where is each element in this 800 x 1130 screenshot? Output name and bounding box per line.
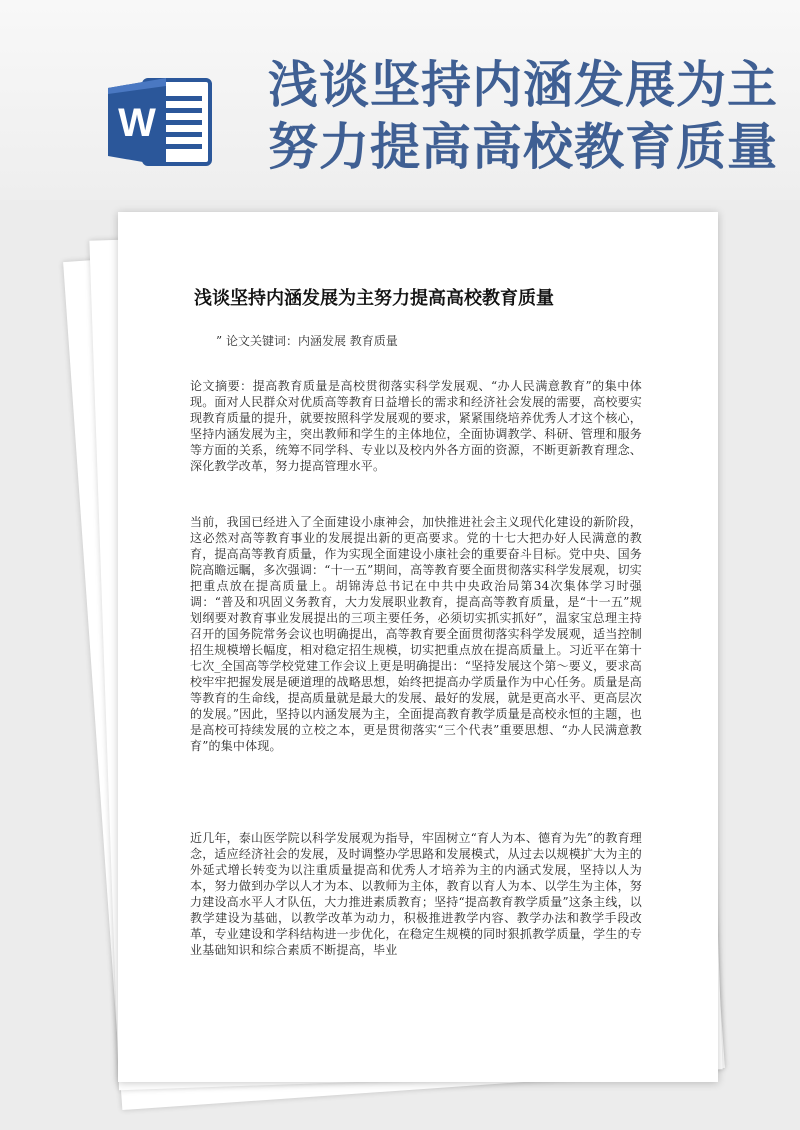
- article-title: 浅谈坚持内涵发展为主努力提高高校教育质量: [194, 288, 554, 309]
- banner-title: [268, 54, 788, 178]
- banner-title-line-1: 浅谈坚持内涵发展为主: [268, 56, 778, 114]
- svg-text:W: W: [118, 101, 156, 145]
- paragraph-background: 当前，我国已经进入了全面建设小康神会，加快推进社会主义现代化建设的新阶段，这必然对高等教育事业的发展提出新的更高要求。党的十七大把办好人民满意的教育，提高高等教育质量，作为实现全面建设小康社会的重要奋斗目标。党中央、国务院高瞻远瞩，多次强调：“十一五”期间，高等教育要全面贯彻落实科学发展观，切实把重点放在提高质量上。胡锦涛总书记在中共中央政治局第34次集体学习时强调：“普及和巩固义务教育，大力发展职业教育，提高高等教育质量，是“十一五”规划纲要对教育事业发展提出的三项主要任务，必须切实抓实抓好”，温家宝总理主持召开的国务院常务会议也明确提出，高等教育要全面贯彻落实科学发展观，适当控制招生规模增长幅度，相对稳定招生规模，切实把重点放在提高质量上。习近平在第十七次_全国高等学校党建工作会议上更是明确提出：“坚持发展这个第～要义，要求高校牢牢把握发展是硬道理的战略思想，始终把提高办学质量作为中心任务。质量是高等教育的生命线，提高质量就是最大的发展、最好的发展，就是更高水平、更高层次的发展。”因此，坚持以内涵发展为主，全面提高教育教学质量是高校永恒的主题，也是高校可持续发展的立校之本，更是贯彻落实“三个代表”重要思想、“办人民满意教育”的集中体现。: [190, 515, 642, 753]
- banner-title-line-2: 努力提高高校教育质量: [268, 118, 778, 176]
- article-keywords: ” 论文关键词：内涵发展 教育质量: [216, 334, 398, 348]
- banner: [0, 0, 800, 200]
- document-page: [118, 212, 718, 1082]
- paragraph-abstract: 论文摘要：提高教育质量是高校贯彻落实科学发展观、“办人民满意教育”的集中体现。面对人民群众对优质高等教育日益增长的需求和经济社会发展的需要，高校要实现教育质量的提升，就要按照科学发展观的要求，紧紧围绕培养优秀人才这个核心，坚持内涵发展为主，突出教师和学生的主体地位，全面协调教学、科研、管理和服务等方面的关系，统筹不同学科、专业以及校内外各方面的资源，不断更新教育理念、深化教学改革，努力提高管理水平。: [190, 379, 642, 473]
- word-document-icon: [108, 66, 218, 176]
- paragraph-practice: 近几年，泰山医学院以科学发展观为指导，牢固树立“育人为本、德育为先”的教育理念，适应经济社会的发展，及时调整办学思路和发展模式，从过去以规模扩大为主的外延式增长转变为以注重质量提高和优秀人才培养为主的内涵式发展，坚持以人为本，努力做到办学以人才为本、以教师为主体，教育以育人为本、以学生为主体，努力建设高水平人才队伍，大力推进素质教育；坚持“提高教育教学质量”这条主线，以教学建设为基础，以教学改革为动力，积极推进教学内容、教学办法和教学手段改革，专业建设和学科结构进一步优化，在稳定生规模的同时狠抓教学质量，学生的专业基础知识和综合素质不断提高，毕业: [190, 831, 642, 957]
